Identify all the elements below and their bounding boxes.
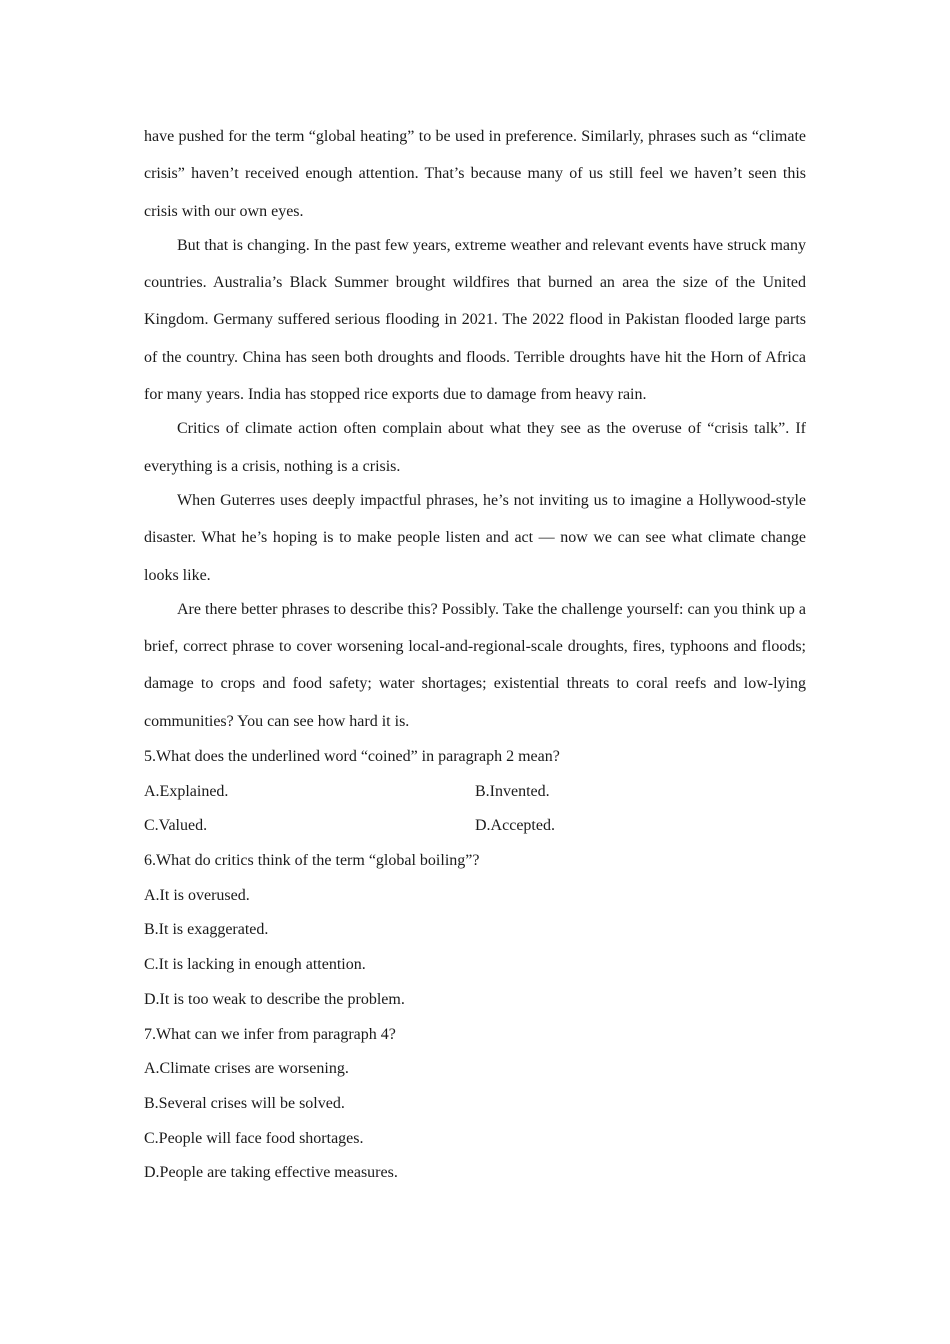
- reading-passage: [144, 118, 806, 740]
- question-6-option-d: D.It is too weak to describe the problem.: [144, 990, 405, 1008]
- question-5: [144, 740, 806, 844]
- question-6-option-b: B.It is exaggerated.: [144, 921, 269, 939]
- question-6-stem: 6.What do critics think of the term “global boiling”?: [144, 852, 480, 870]
- question-5-stem: 5.What does the underlined word “coined” in paragraph 2 mean?: [144, 748, 560, 766]
- question-7-stem: 7.What can we infer from paragraph 4?: [144, 1025, 396, 1043]
- question-6-option-a: A.It is overused.: [144, 886, 250, 904]
- question-6: [144, 844, 806, 1017]
- passage-paragraph-4: When Guterres uses deeply impactful phrases, he’s not inviting us to imagine a Hollywood-style disaster. What he’s hoping is to make people listen and act — now we can see what climate change looks like.: [144, 491, 806, 584]
- question-5-option-b: B.Invented.: [475, 782, 550, 800]
- document-page: [144, 118, 806, 1191]
- question-7-option-d: D.People are taking effective measures.: [144, 1164, 398, 1182]
- passage-paragraph-2: But that is changing. In the past few years, extreme weather and relevant events have struck many countries. Australia’s Black Summer brought wildfires that burned an area the size of the United Kingdom. Germany suffered serious flooding in 2021. The 2022 flood in Pakistan flooded large parts of the country. China has seen both droughts and floods. Terrible droughts have hit the Horn of Africa for many years. India has stopped rice exports due to damage from heavy rain.: [144, 236, 806, 404]
- passage-paragraph-1: have pushed for the term “global heating” to be used in preference. Similarly, phrases such as “climate crisis” haven’t received enough attention. That’s because many of us still feel we haven’t seen this crisis with our own eyes.: [144, 128, 806, 220]
- passage-paragraph-5: Are there better phrases to describe this? Possibly. Take the challenge yourself: can you think up a brief, correct phrase to cover worsening local-and-regional-scale droughts, fires, typhoons and floods; damage to crops and food safety; water shortages; existential threats to coral reefs and low-lying communities? You can see how hard it is.: [144, 600, 806, 730]
- passage-paragraph-3: Critics of climate action often complain about what they see as the overuse of “crisis talk”. If everything is a crisis, nothing is a crisis.: [144, 420, 806, 475]
- question-5-option-a: A.Explained.: [144, 782, 229, 800]
- question-7: [144, 1018, 806, 1191]
- question-7-option-b: B.Several crises will be solved.: [144, 1094, 345, 1112]
- question-5-option-d: D.Accepted.: [475, 817, 555, 835]
- question-7-option-a: A.Climate crises are worsening.: [144, 1060, 349, 1078]
- question-7-option-c: C.People will face food shortages.: [144, 1129, 364, 1147]
- question-5-options-row-1: [144, 775, 806, 810]
- question-5-option-c: C.Valued.: [144, 817, 208, 835]
- question-5-options-row-2: [144, 809, 806, 844]
- question-6-option-c: C.It is lacking in enough attention.: [144, 956, 366, 974]
